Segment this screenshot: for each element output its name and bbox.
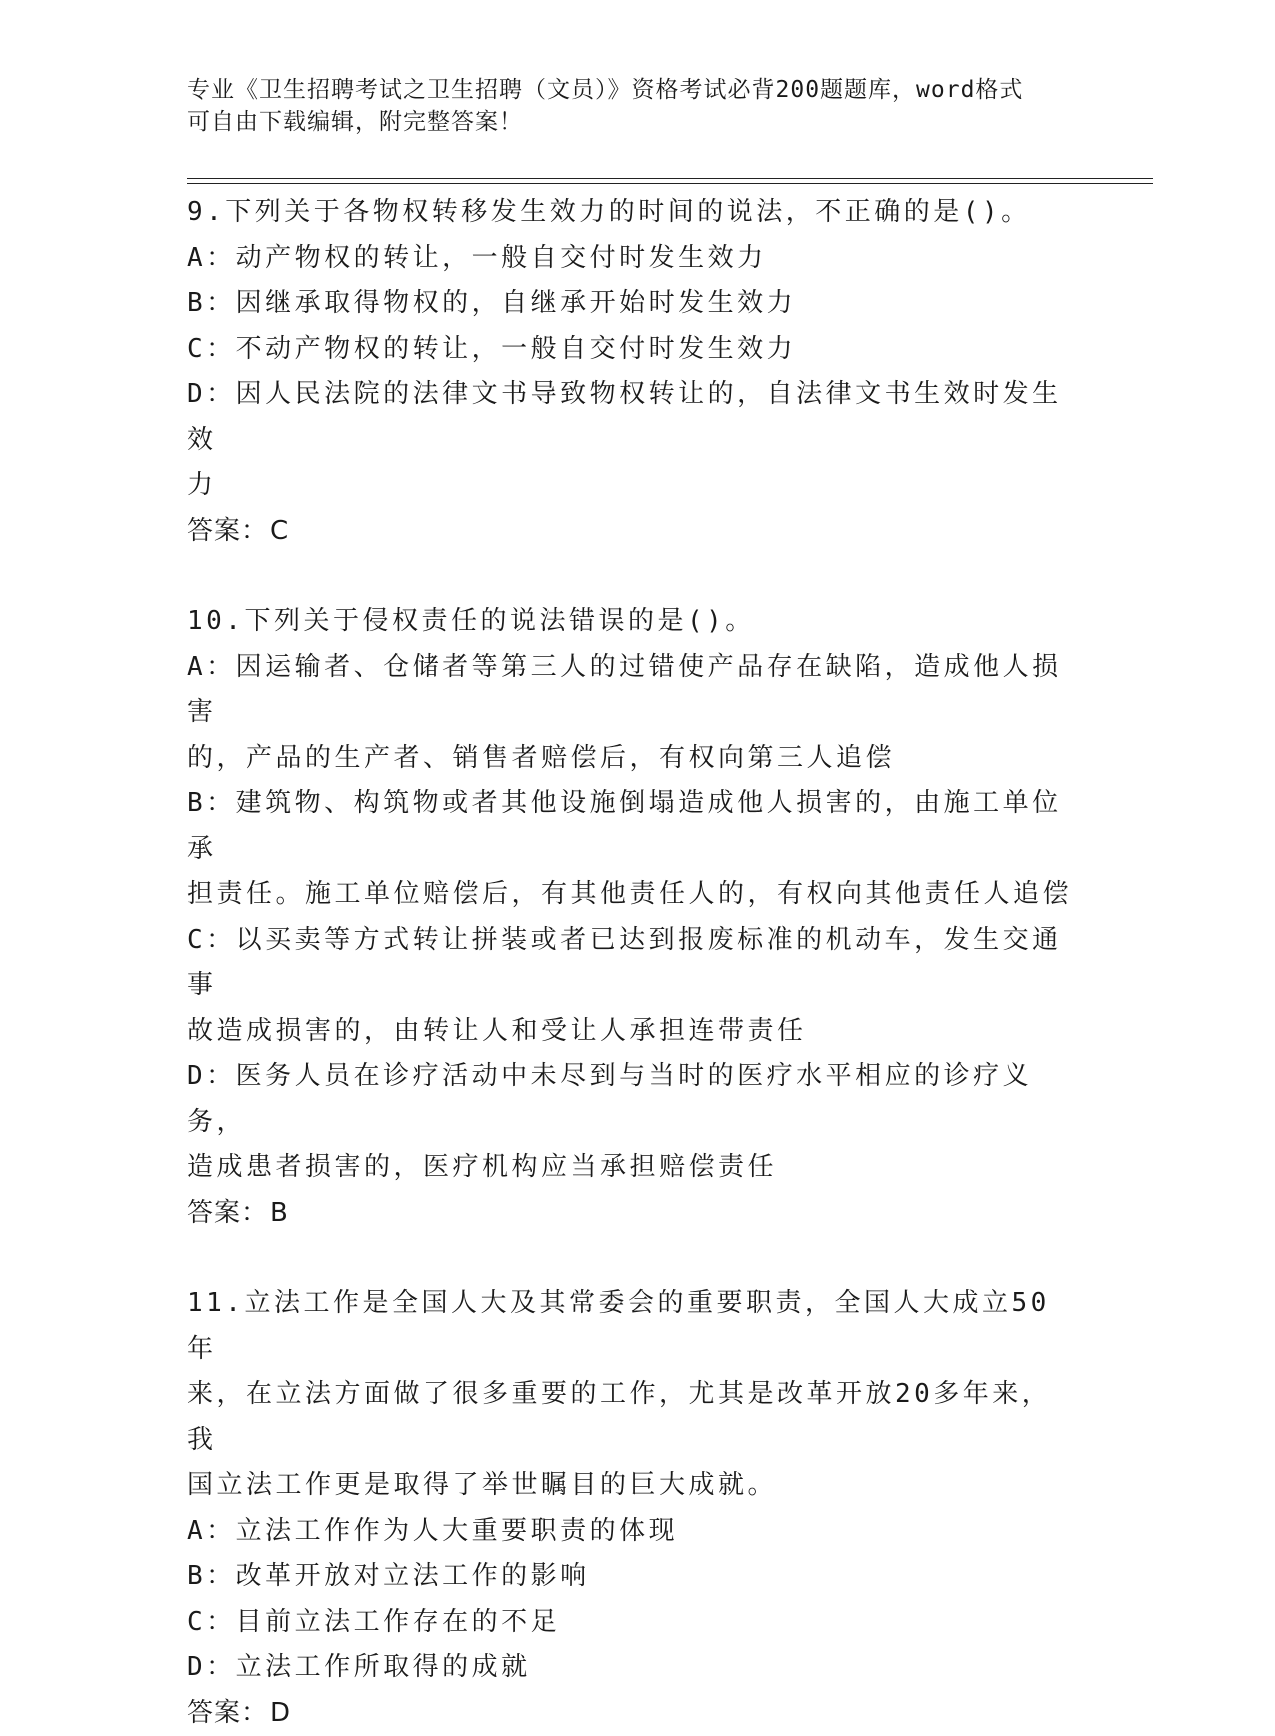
option-c: C：不动产物权的转让，一般自交付时发生效力: [187, 327, 1072, 373]
answer-value: B: [270, 1198, 289, 1228]
option-d-continued: 造成患者损害的，医疗机构应当承担赔偿责任: [187, 1145, 1072, 1191]
header-divider: [187, 178, 1153, 179]
question-list: [187, 190, 1072, 1736]
option-d: D：医务人员在诊疗活动中未尽到与当时的医疗水平相应的诊疗义务，: [187, 1054, 1072, 1145]
option-c-continued: 故造成损害的，由转让人和受让人承担连带责任: [187, 1009, 1072, 1055]
question-stem: 10.下列关于侵权责任的说法错误的是()。: [187, 599, 1072, 645]
option-a-continued: 的，产品的生产者、销售者赔偿后，有权向第三人追偿: [187, 736, 1072, 782]
answer-value: C: [270, 516, 289, 546]
answer-label: 答案：: [187, 516, 268, 546]
question-stem: 9.下列关于各物权转移发生效力的时间的说法，不正确的是()。: [187, 190, 1072, 236]
option-c: C：以买卖等方式转让拼装或者已达到报废标准的机动车，发生交通事: [187, 918, 1072, 1009]
document-header: [187, 74, 1067, 138]
option-a: A：动产物权的转让，一般自交付时发生效力: [187, 236, 1072, 282]
option-a: A：立法工作作为人大重要职责的体现: [187, 1509, 1072, 1555]
option-d: D：因人民法院的法律文书导致物权转让的，自法律文书生效时发生效: [187, 372, 1072, 463]
option-d-continued: 力: [187, 463, 1072, 509]
answer-label: 答案：: [187, 1698, 268, 1728]
answer-label: 答案：: [187, 1198, 268, 1228]
answer-line: [187, 509, 1072, 555]
option-b-continued: 担责任。施工单位赔偿后，有其他责任人的，有权向其他责任人追偿: [187, 872, 1072, 918]
header-divider: [187, 183, 1153, 184]
option-c: C：目前立法工作存在的不足: [187, 1600, 1072, 1646]
question-block: [187, 190, 1072, 554]
option-b: B：建筑物、构筑物或者其他设施倒塌造成他人损害的，由施工单位承: [187, 781, 1072, 872]
answer-line: [187, 1191, 1072, 1237]
header-line: 可自由下载编辑，附完整答案！: [187, 106, 1067, 138]
question-block: [187, 1281, 1072, 1736]
answer-line: [187, 1691, 1072, 1736]
answer-value: D: [270, 1698, 291, 1728]
question-block: [187, 599, 1072, 1236]
option-a: A：因运输者、仓储者等第三人的过错使产品存在缺陷，造成他人损害: [187, 645, 1072, 736]
option-d: D：立法工作所取得的成就: [187, 1645, 1072, 1691]
question-stem-continued: 国立法工作更是取得了举世瞩目的巨大成就。: [187, 1463, 1072, 1509]
question-stem: 11.立法工作是全国人大及其常委会的重要职责，全国人大成立50年: [187, 1281, 1072, 1372]
header-line: 专业《卫生招聘考试之卫生招聘（文员）》资格考试必背200题题库，word格式: [187, 74, 1067, 106]
option-b: B：因继承取得物权的，自继承开始时发生效力: [187, 281, 1072, 327]
question-stem-continued: 来，在立法方面做了很多重要的工作，尤其是改革开放20多年来，我: [187, 1372, 1072, 1463]
option-b: B：改革开放对立法工作的影响: [187, 1554, 1072, 1600]
